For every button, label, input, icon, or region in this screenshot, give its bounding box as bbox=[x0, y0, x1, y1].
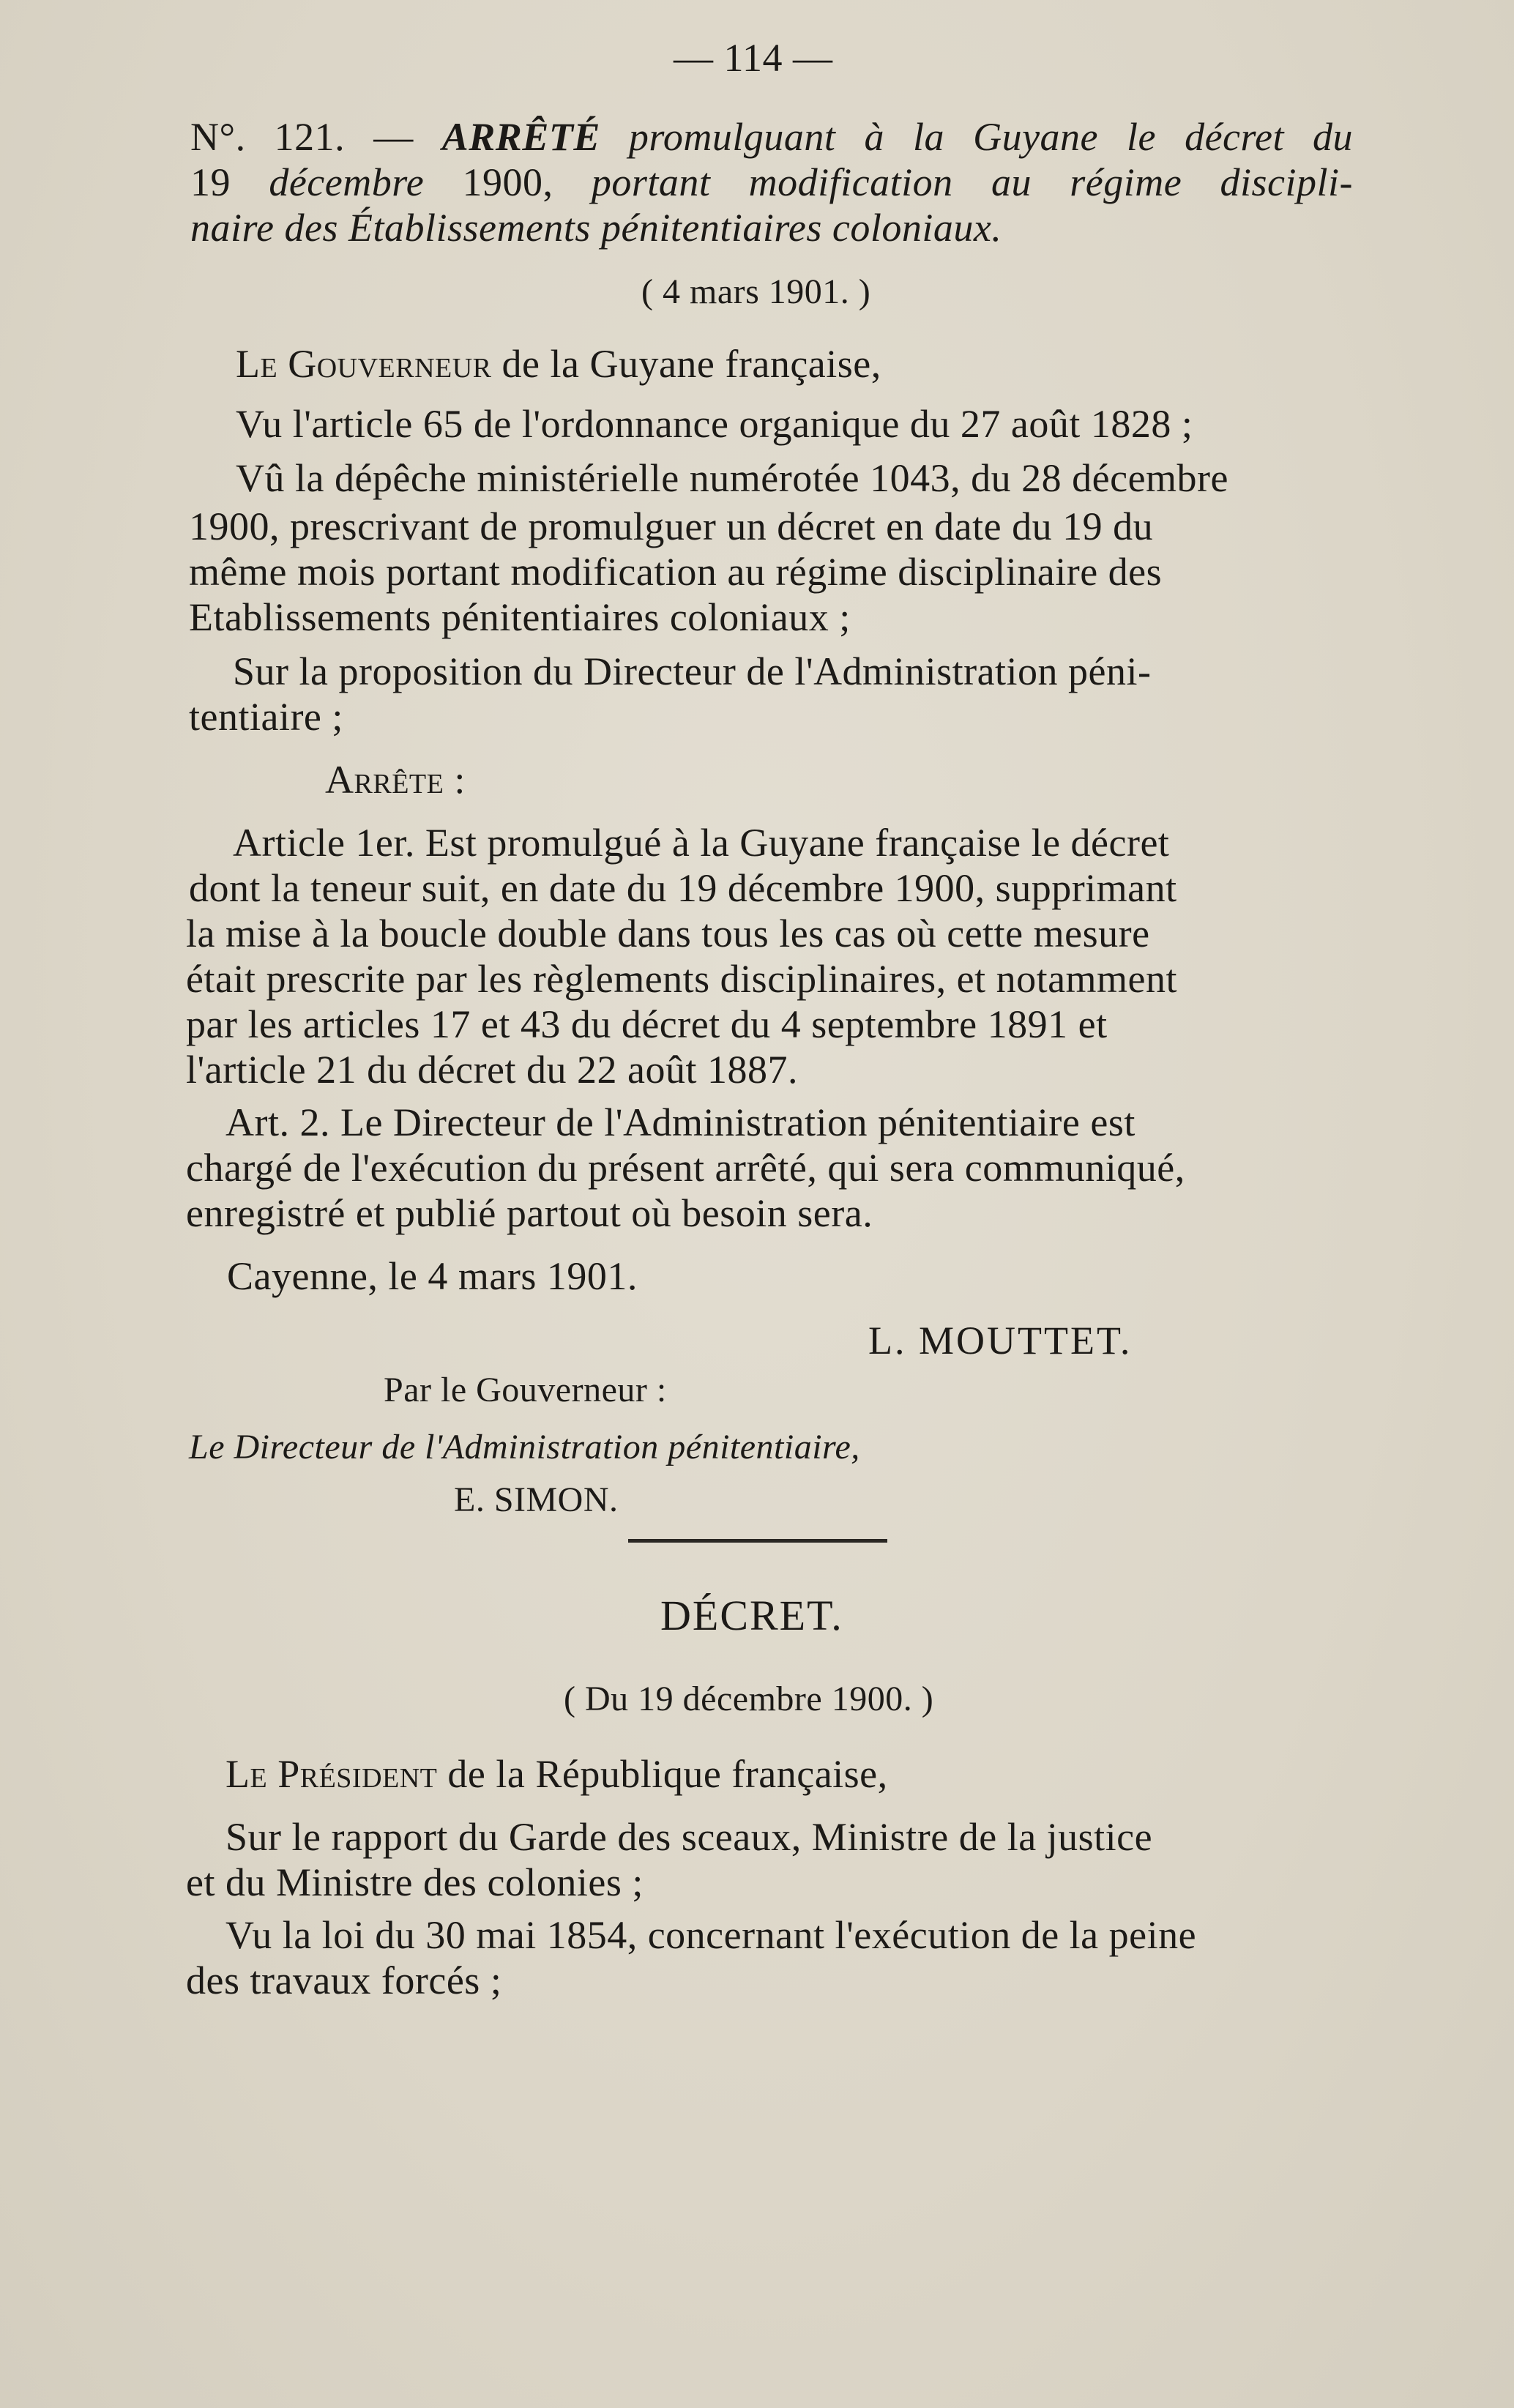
article-1-line-2: dont la teneur suit, en date du 19 décembre 1900, supprimant bbox=[189, 866, 1177, 910]
arrete-label: Arrête : bbox=[325, 758, 466, 802]
arrete-date: ( 4 mars 1901. ) bbox=[641, 272, 871, 311]
par-le-gouverneur: Par le Gouverneur : bbox=[384, 1371, 667, 1409]
arrete-number: N°. 121. bbox=[190, 115, 346, 159]
title-dash: — bbox=[373, 115, 414, 159]
sur-proposition-line-1: Sur la proposition du Directeur de l'Administration péni- bbox=[233, 649, 1152, 693]
page-number: — 114 — bbox=[674, 36, 833, 80]
vu-depeche-line-3: même mois portant modification au régime disciplinaire des bbox=[189, 550, 1163, 594]
decret-date: ( Du 19 décembre 1900. ) bbox=[564, 1680, 934, 1718]
arrete-word: ARRÊTÉ bbox=[441, 115, 600, 159]
arrete-title-line-1 bbox=[190, 114, 1353, 160]
article-1-line-4: était prescrite par les règlements disciplinaires, et notamment bbox=[186, 957, 1178, 1001]
decret-vu-line-2: des travaux forcés ; bbox=[186, 1958, 502, 2002]
vu-depeche-line-4: Etablissements pénitentiaires coloniaux ; bbox=[189, 595, 851, 639]
decret-vu-line-1: Vu la loi du 30 mai 1854, concernant l'exécution de la peine bbox=[225, 1913, 1197, 1957]
title-day: 19 bbox=[190, 160, 231, 204]
section-divider bbox=[628, 1539, 887, 1543]
decret-title: DÉCRET. bbox=[660, 1592, 843, 1639]
president-title: Le Président bbox=[225, 1752, 438, 1796]
decret-sur-line-2: et du Ministre des colonies ; bbox=[186, 1860, 644, 1904]
governor-rest: de la Guyane française, bbox=[501, 342, 881, 386]
directeur-line: Le Directeur de l'Administration pénitentiaire, bbox=[189, 1428, 860, 1466]
article-2-line-3: enregistré et publié partout où besoin sera. bbox=[186, 1191, 873, 1235]
article-1-line-5: par les articles 17 et 43 du décret du 4 septembre 1891 et bbox=[186, 1002, 1108, 1046]
governor-line bbox=[236, 341, 881, 387]
arrete-title-text-2: portant modification au régime discipli- bbox=[591, 160, 1353, 204]
signature-simon: E. SIMON. bbox=[454, 1480, 619, 1519]
vu-article-line: Vu l'article 65 de l'ordonnance organique du 27 août 1828 ; bbox=[236, 402, 1193, 446]
decret-sur-line-1: Sur le rapport du Garde des sceaux, Ministre de la justice bbox=[225, 1815, 1153, 1859]
article-1-line-1: Article 1er. Est promulgué à la Guyane française le décret bbox=[233, 821, 1170, 865]
article-2-line-1: Art. 2. Le Directeur de l'Administration pénitentiaire est bbox=[225, 1100, 1136, 1144]
governor-title: Le Gouverneur bbox=[236, 342, 492, 386]
article-2-line-2: chargé de l'exécution du présent arrêté, qui sera communiqué, bbox=[186, 1146, 1185, 1190]
title-year: 1900, bbox=[462, 160, 553, 204]
arrete-title-line-2 bbox=[190, 160, 1353, 205]
president-rest: de la République française, bbox=[447, 1752, 888, 1796]
title-month: décembre bbox=[269, 160, 425, 204]
arrete-title-line-3: naire des Établissements pénitentiaires coloniaux. bbox=[190, 206, 1002, 250]
signature-mouttet: L. MOUTTET. bbox=[868, 1319, 1133, 1363]
article-1-line-6: l'article 21 du décret du 22 août 1887. bbox=[186, 1048, 798, 1092]
vu-depeche-line-2: 1900, prescrivant de promulguer un décret en date du 19 du bbox=[189, 504, 1154, 548]
sur-proposition-line-2: tentiaire ; bbox=[189, 695, 343, 739]
article-1-line-3: la mise à la boucle double dans tous les cas où cette mesure bbox=[186, 912, 1150, 955]
arrete-title-text-1: promulguant à la Guyane le décret du bbox=[628, 115, 1354, 159]
president-line bbox=[225, 1751, 888, 1797]
vu-depeche-line-1: Vû la dépêche ministérielle numérotée 1043, du 28 décembre bbox=[236, 456, 1229, 500]
place-date: Cayenne, le 4 mars 1901. bbox=[227, 1254, 638, 1298]
